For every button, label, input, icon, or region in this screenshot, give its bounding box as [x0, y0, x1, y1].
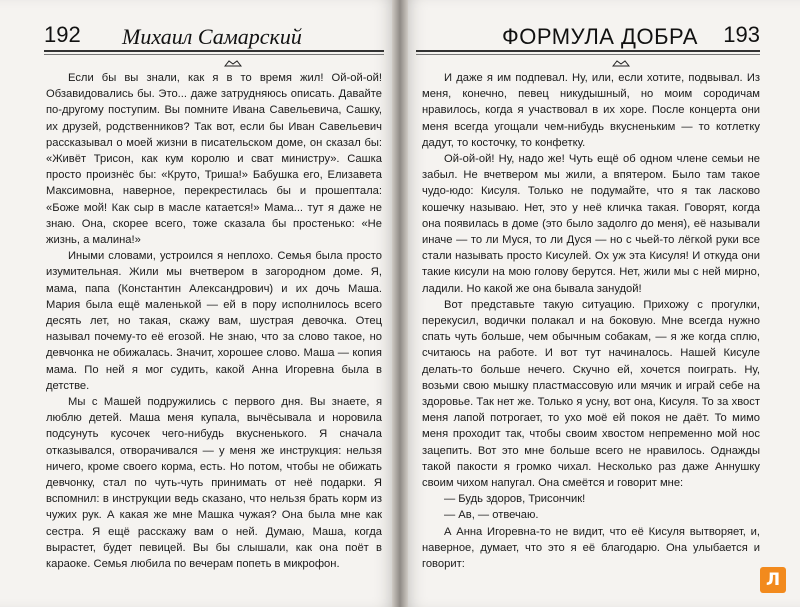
left-page-number: 192	[44, 22, 81, 47]
paragraph: Иными словами, устроился я неплохо. Семья была просто изумительная. Жили мы вчетвером в загородном доме. Я, мама, папа (Константин Александрович) и их дочь Маша. Мария была ещё маленькой — ей в пору исполнилось всего десять лет, но такая, скажу вам, шустрая девочка. Отец называл почему-то её егозой. Не знаю, что за слово такое, но девчонка не обижалась. Значит, хорошее слово. Маша — копия мама. По ней я мог судить, какой Анна Игоревна была в детстве.	[46, 250, 382, 392]
right-header-title: ФОРМУЛА ДОБРА	[502, 24, 698, 49]
paragraph: Вот представьте такую ситуацию. Прихожу с прогулки, перекусил, водички полакал и на боковую. Мне всегда нужно спать чуть больше, чем обычным собакам, — я же когда сплю, считаюсь на работе. И вот тут начиналось. Нашей Кисуле делать-то больше нечего. Скучно ей, хочется поиграть. Ну, возьми свою мышку пластмассовую или мячик и играй себе на здоровье. Так нет же. Только я усну, вот она, Кисуля. То за хвост меня лапой потрогает, то ухо моё ей покоя не даёт. То мимо меня проходит так, чтобы своим хвостом непременно мой нос зацепить. Вот это мне больше всего не нравилось. Однажды такой пакости я громко чихал. Несколько раз даже Аннушку своим чихом напугал. Она смеётся и говорит мне:	[422, 298, 760, 490]
header-rule	[416, 50, 760, 52]
dialogue-line: — Ав, — отвечаю.	[444, 509, 539, 522]
dialogue-line: — Будь здоров, Трисончик!	[444, 493, 586, 506]
paragraph: Если бы вы знали, как я в то время жил! Ой-ой-ой! Обзавидовались бы. Это... даже затрудняюсь описать. Давайте по-другому поступим. Вы помните Ивана Савельевича, Сашку, их друзей, родственников? Так вот, если бы Иван Савельевич рассказывал о моей жизни в писательском доме, он сказал бы: «Живёт Трисон, как кум королю и сват министру». Сашка просто произнёс бы: «Круто, Триша!» Бабушка его, Елизавета Максимовна, наверное, перекрестилась бы и прошептала: «Боже мой! Как сыр в масле катается!» Мама... тут я даже не знаю. Она, скорее всего, тоже сказала бы простенько: «Не жизнь, а малина!»	[46, 72, 382, 247]
right-page	[400, 0, 800, 607]
right-page-number: 193	[723, 22, 760, 47]
right-page-text	[422, 70, 760, 572]
header-rule	[44, 50, 384, 52]
ornament-icon	[224, 58, 242, 68]
left-page-text	[46, 70, 382, 572]
right-running-header	[416, 22, 760, 60]
paragraph: И даже я им подпевал. Ну, или, если хотите, подвывал. Из меня, конечно, певец никудышный, но моим сородичам нравилось, когда я участвовал в их хоре. После концерта они меня всегда угощали чем-нибудь вкусненьким — то котлетку дадут, то косточку, то конфетку.	[422, 72, 760, 149]
book-gutter	[392, 0, 408, 607]
labirint-logo-icon: Л	[760, 567, 786, 593]
paragraph: Ой-ой-ой! Ну, надо же! Чуть ещё об одном члене семьи не забыл. Не вчетвером мы жили, а впятером. Было там такое чудо-юдо: Кисуля. Только не подумайте, что я так ласково кошечку называю. Нет, это у неё кличка такая. Говорят, когда она появилась в доме (это было задолго до меня), её называли иначе — то ли Муся, то ли Дуся — но с чьей-то лёгкой руки все стали называть просто Кисулей. Ох уж эта Кисуля! И откуда они такие кисули на мою голову берутся. Нет, жили мы с ней мирно, ладили. Но какой же она бывала занудой!	[422, 153, 760, 295]
paragraph: Мы с Машей подружились с первого дня. Вы знаете, я люблю детей. Маша меня купала, вычёсывала и норовила подсунуть кусочек чего-нибудь вкусненького. Я сначала отказывался, отворачивался — у меня же инструкция: нельзя ничего, кроме своего корма, есть. Но потом, чтобы не обижать девчонку, стал по чуть-чуть принимать от неё подарки. Я вспомнил: в инструкции ведь сказано, что нельзя брать корм из чужих рук. А какая же мне Машка чужая? Она была мне как сестра. Я ещё расскажу вам о ней. Думаю, Маша, когда вырастет, будет певицей. Вы бы слышали, как она поёт в караоке. Семья любила по вечерам попеть в микрофон.	[46, 396, 382, 571]
left-running-header	[44, 22, 384, 60]
left-header-author: Михаил Самарский	[122, 24, 302, 49]
paragraph: А Анна Игоревна-то не видит, что её Кисуля вытворяет, и, наверное, думает, что это я её благодарю. Она улыбается и говорит:	[422, 525, 760, 571]
ornament-icon	[612, 58, 630, 68]
